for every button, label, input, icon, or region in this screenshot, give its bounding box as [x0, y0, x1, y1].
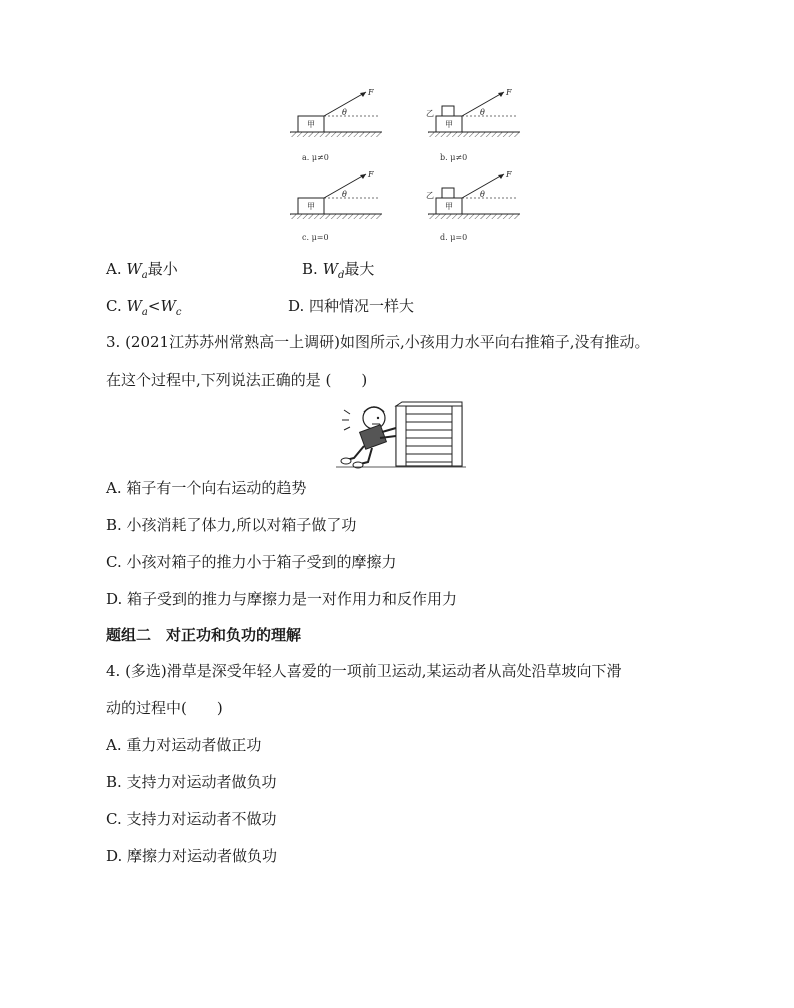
figure-caption: d. μ=0	[440, 233, 468, 242]
q3-option-c: C. 小孩对箱子的推力小于箱子受到的摩擦力	[106, 553, 397, 571]
q3-stem-line1: 3. (2021江苏苏州常熟高一上调研)如图所示,小孩用力水平向右推箱子,没有推动。	[106, 333, 650, 351]
figure-caption: c. μ=0	[302, 233, 329, 242]
block-yi-label: 乙	[426, 109, 434, 118]
q4-option-d: D. 摩擦力对运动者做负功	[106, 847, 278, 865]
figure-d	[418, 168, 528, 248]
section-heading: 题组二 对正功和负功的理解	[106, 626, 302, 644]
svg-text:θ: θ	[480, 108, 485, 117]
svg-text:θ: θ	[480, 190, 485, 199]
q2-option-d: D. 四种情况一样大	[288, 297, 415, 315]
svg-text:甲: 甲	[445, 202, 453, 211]
q4-stem-line1: 4. (多选)滑草是深受年轻人喜爱的一项前卫运动,某运动者从高处沿草坡向下滑	[106, 662, 622, 680]
block-yi	[442, 106, 454, 116]
q4-option-c: C. 支持力对运动者不做功	[106, 810, 277, 828]
q4-stem-line2: 动的过程中( )	[106, 699, 223, 717]
q4-option-b: B. 支持力对运动者做负功	[106, 773, 277, 791]
figure-c	[280, 168, 390, 248]
block-yi-label: 乙	[426, 191, 434, 200]
q2-option-b: B. $W_d$最大	[302, 260, 375, 281]
q3-option-d: D. 箱子受到的推力与摩擦力是一对作用力和反作用力	[106, 590, 458, 608]
q4-option-a: A. 重力对运动者做正功	[106, 736, 262, 754]
q3-option-a: A. 箱子有一个向右运动的趋势	[106, 479, 307, 497]
figure-b	[418, 86, 528, 166]
block-yi	[442, 188, 454, 198]
svg-text:θ: θ	[342, 108, 347, 117]
svg-text:甲: 甲	[307, 202, 315, 211]
block-label: 甲	[307, 120, 315, 129]
figure-caption: b. μ≠0	[440, 153, 468, 162]
child-pushing-crate-illustration	[336, 400, 466, 472]
figure-a	[280, 86, 390, 166]
q3-stem-line2: 在这个过程中,下列说法正确的是 ( )	[106, 371, 368, 389]
q2-option-a: A. $W_a$最小	[106, 260, 178, 281]
svg-text:F: F	[506, 170, 512, 179]
svg-text:甲: 甲	[445, 120, 453, 129]
q2-option-c: C. $W_a<W_c$	[106, 297, 182, 318]
svg-text:F: F	[368, 88, 374, 97]
svg-text:F: F	[506, 88, 512, 97]
svg-text:F: F	[368, 170, 374, 179]
svg-text:θ: θ	[342, 190, 347, 199]
q3-option-b: B. 小孩消耗了体力,所以对箱子做了功	[106, 516, 357, 534]
figure-caption: a. μ≠0	[302, 153, 329, 162]
